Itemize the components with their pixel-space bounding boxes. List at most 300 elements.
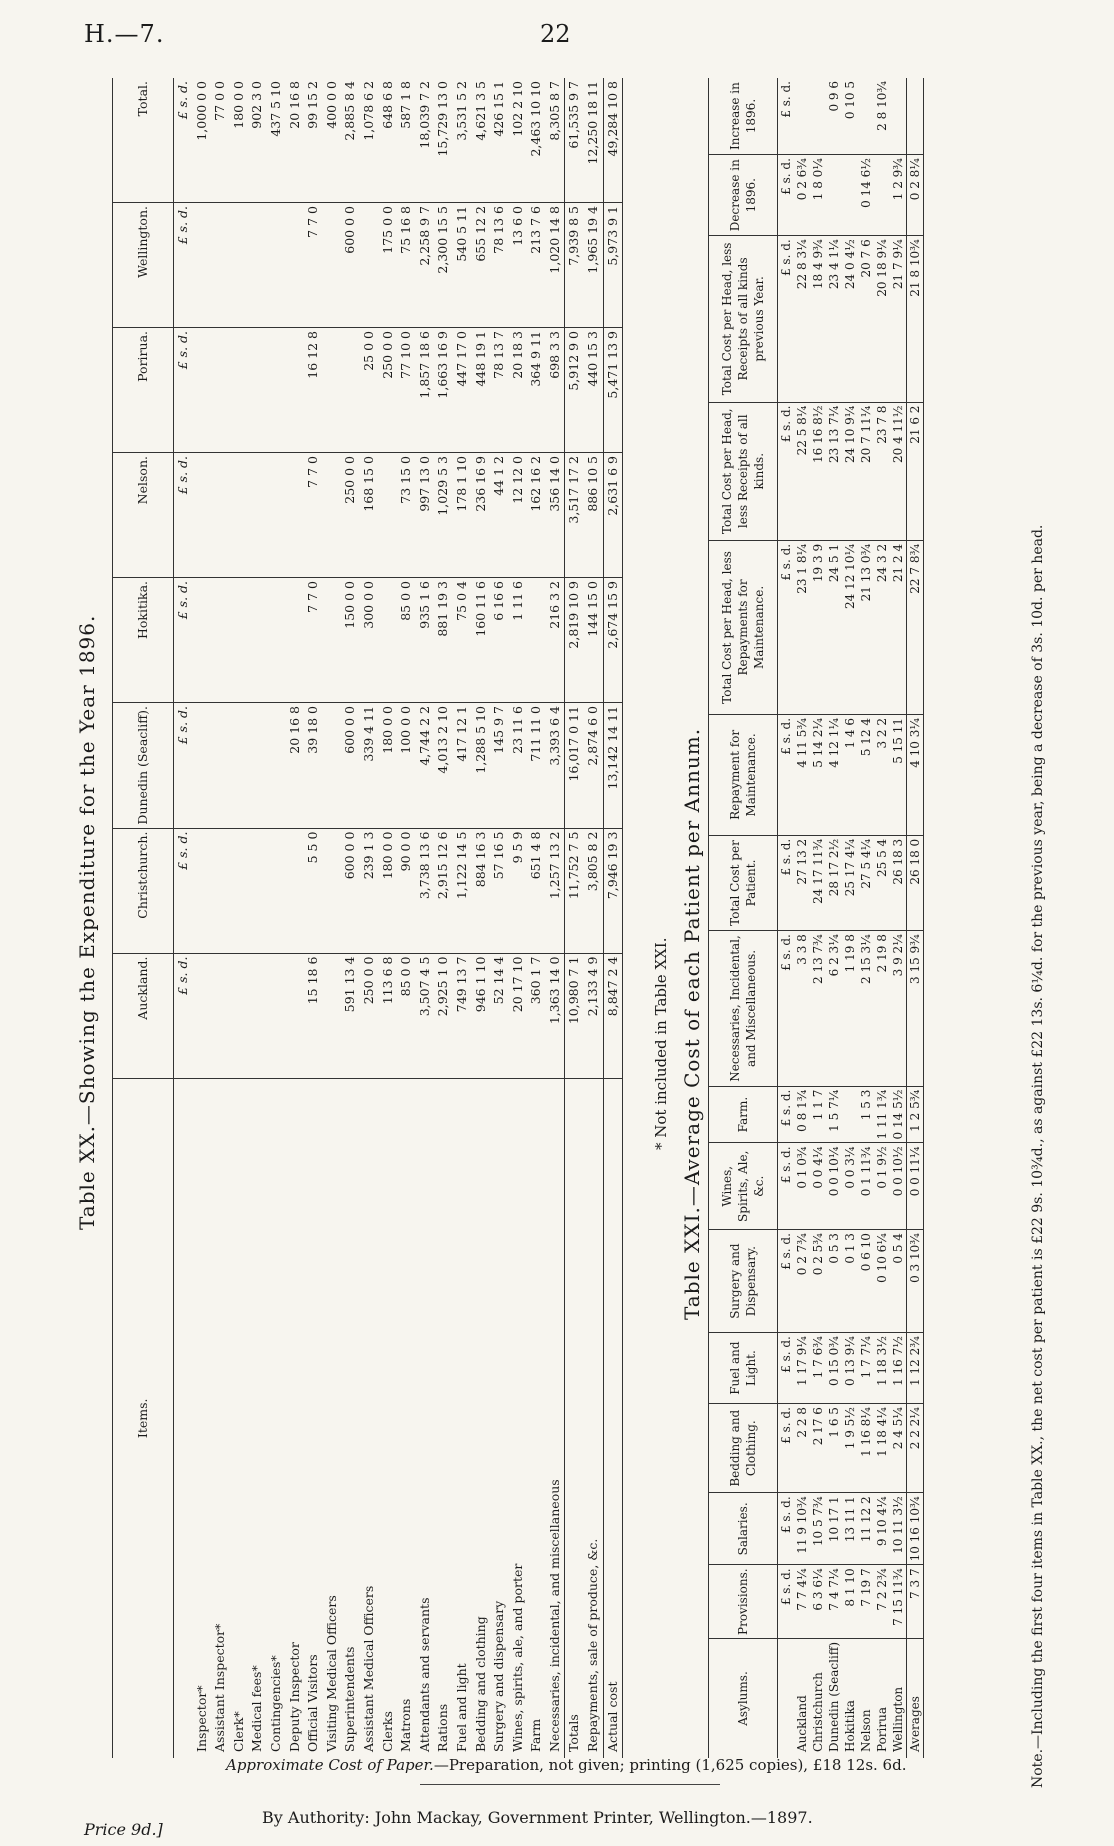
table-20-units-row xyxy=(174,78,193,1758)
row-value: 13 11 1 xyxy=(842,1493,858,1565)
row-value: 360 1 7 xyxy=(527,953,546,1078)
row-label: Clerk* xyxy=(230,1711,246,1752)
row-value: 25 0 0 xyxy=(360,328,379,453)
row-value: 0 9 6 xyxy=(826,78,842,155)
row-value xyxy=(267,953,286,1078)
table-row xyxy=(509,78,528,1758)
row-label: Hokitika xyxy=(843,1700,857,1752)
row-value: 600 0 0 xyxy=(341,203,360,328)
row-value: 0 0 11¼ xyxy=(907,1143,924,1230)
row-value xyxy=(230,453,249,578)
row-value: 3,393 6 4 xyxy=(546,703,565,829)
row-value: 1 18 4¼ xyxy=(874,1404,890,1493)
row-value: 20 17 10 xyxy=(509,953,528,1078)
row-value: 10 17 1 xyxy=(826,1493,842,1565)
column-header: Asylums. xyxy=(709,1638,778,1758)
table-row xyxy=(794,78,810,1758)
row-value: 175 0 0 xyxy=(379,203,398,328)
row-value: 0 0 3¼ xyxy=(842,1143,858,1230)
table-row xyxy=(434,78,453,1758)
row-value: 15,729 13 0 xyxy=(434,78,453,203)
row-value xyxy=(267,453,286,578)
table-row xyxy=(397,78,416,1758)
row-label: Actual cost xyxy=(603,1078,623,1758)
column-header: Total Cost per Patient. xyxy=(709,835,778,930)
table-row xyxy=(565,78,584,1758)
row-value xyxy=(286,953,305,1078)
units-label: £ s. d. xyxy=(174,203,193,328)
row-value: 24 5 1 xyxy=(826,540,842,714)
row-value: 0 2 7¾ xyxy=(794,1230,810,1333)
row-value: 0 2 8¼ xyxy=(907,155,924,236)
row-value: 75 0 4 xyxy=(453,578,472,703)
row-value: 8,305 8 7 xyxy=(546,78,565,203)
row-value: 77 0 0 xyxy=(211,78,230,203)
row-value xyxy=(858,78,874,155)
row-value xyxy=(211,703,230,829)
row-value: 102 2 10 xyxy=(509,78,528,203)
row-value: 0 5 4 xyxy=(890,1230,907,1333)
row-value xyxy=(323,953,342,1078)
row-value xyxy=(193,578,212,703)
table-20 xyxy=(112,78,627,1758)
row-value: 25 17 4¼ xyxy=(842,835,858,930)
row-value xyxy=(230,578,249,703)
row-value: 10 5 7¾ xyxy=(810,1493,826,1565)
row-value: 651 4 8 xyxy=(527,828,546,953)
row-value: 22 5 8¼ xyxy=(794,402,810,540)
row-value xyxy=(286,453,305,578)
row-value: 2,915 12 6 xyxy=(434,828,453,953)
row-value: 8 1 10 xyxy=(842,1565,858,1639)
row-value: 5 12 4 xyxy=(858,714,874,835)
row-value: 10 16 10¾ xyxy=(907,1493,924,1565)
row-value: 12 12 0 xyxy=(509,453,528,578)
row-value xyxy=(842,1086,858,1143)
column-header: Dunedin (Seacliff). xyxy=(113,703,174,829)
row-value: 1 6 5 xyxy=(826,1404,842,1493)
row-value: 5 15 11 xyxy=(890,714,907,835)
column-header: Christchurch. xyxy=(113,828,174,953)
row-value: 2 17 6 xyxy=(810,1404,826,1493)
row-value: 0 0 4¼ xyxy=(810,1143,826,1230)
column-header-items: Items. xyxy=(113,1078,174,1758)
row-value: 1,965 19 4 xyxy=(584,203,603,328)
row-value xyxy=(211,203,230,328)
row-value: 4 12 1¼ xyxy=(826,714,842,835)
row-label: Official Visitors xyxy=(305,1654,321,1752)
row-value: 1,288 5 10 xyxy=(472,703,491,829)
row-value xyxy=(286,578,305,703)
row-value: 24 0 4½ xyxy=(842,236,858,402)
row-value: 9 5 9 xyxy=(509,828,528,953)
row-value xyxy=(193,828,212,953)
row-value: 2 4 5¼ xyxy=(890,1404,907,1493)
row-value: 250 0 0 xyxy=(341,453,360,578)
column-header: Fuel and Light. xyxy=(709,1333,778,1404)
row-value: 23 1 8¼ xyxy=(794,540,810,714)
row-value: 3,738 13 6 xyxy=(416,828,435,953)
row-value: 0 14 6½ xyxy=(858,155,874,236)
row-value: 0 10 5 xyxy=(842,78,858,155)
column-header: Farm. xyxy=(709,1086,778,1143)
row-value: 8,847 2 4 xyxy=(603,953,623,1078)
row-value: 20 4 11½ xyxy=(890,402,907,540)
row-label: Wines, spirits, ale, and porter xyxy=(509,1563,525,1752)
column-header: Total Cost per Head, less Receipts of all kinds previous Year. xyxy=(709,236,778,402)
row-value: 1,029 5 3 xyxy=(434,453,453,578)
row-value: 540 5 11 xyxy=(453,203,472,328)
row-value xyxy=(267,203,286,328)
row-value: 1 8 0¼ xyxy=(810,155,826,236)
units-label: £ s. d. xyxy=(778,1404,795,1493)
row-value: 1,363 14 0 xyxy=(546,953,565,1078)
units-label: £ s. d. xyxy=(778,1333,795,1404)
row-value: 400 0 0 xyxy=(323,78,342,203)
table-21-caption: Table XXI.—Average Cost of each Patient per Annum. xyxy=(680,727,704,1320)
row-value: 7 15 11¾ xyxy=(890,1565,907,1639)
table-row xyxy=(907,78,924,1758)
row-value: 3,507 4 5 xyxy=(416,953,435,1078)
row-value xyxy=(230,703,249,829)
row-value: 18 4 9¾ xyxy=(810,236,826,402)
units-label: £ s. d. xyxy=(778,714,795,835)
row-value: 6 2 3¼ xyxy=(826,931,842,1086)
paper-cost-line xyxy=(226,1756,906,1774)
row-value: 1 12 2¾ xyxy=(907,1333,924,1404)
units-label: £ s. d. xyxy=(174,578,193,703)
row-value: 1,000 0 0 xyxy=(193,78,212,203)
row-label: Bedding and clothing xyxy=(472,1616,488,1752)
row-value: 160 11 6 xyxy=(472,578,491,703)
row-value: 180 0 0 xyxy=(379,703,398,829)
row-value: 16 16 8½ xyxy=(810,402,826,540)
row-value xyxy=(874,155,890,236)
row-value: 886 10 5 xyxy=(584,453,603,578)
row-value: 587 1 8 xyxy=(397,78,416,203)
units-label: £ s. d. xyxy=(174,953,193,1078)
row-label: Auckland xyxy=(795,1695,809,1752)
row-value xyxy=(248,453,267,578)
row-value: 1 18 3½ xyxy=(874,1333,890,1404)
row-value: 946 1 10 xyxy=(472,953,491,1078)
row-value: 23 7 8 xyxy=(874,402,890,540)
row-label: Inspector* xyxy=(193,1685,209,1752)
row-label: Assistant Inspector* xyxy=(212,1623,228,1752)
row-value: 73 15 0 xyxy=(397,453,416,578)
column-header: Total. xyxy=(113,78,174,203)
row-label: Medical fees* xyxy=(249,1665,265,1752)
table-20-footnote: * Not included in Table XXI. xyxy=(652,937,670,1150)
row-value: 1 17 9¼ xyxy=(794,1333,810,1404)
column-header: Increase in 1896. xyxy=(709,78,778,155)
paper-cost-text: —Preparation, not given; printing (1,625 copies), £18 12s. 6d. xyxy=(433,1756,907,1774)
row-value: 44 1 2 xyxy=(490,453,509,578)
row-value: 5 5 0 xyxy=(304,828,323,953)
row-value: 13,142 14 11 xyxy=(603,703,623,829)
row-label: Contingencies* xyxy=(267,1655,283,1752)
units-spacer xyxy=(174,1078,193,1758)
units-label: £ s. d. xyxy=(174,453,193,578)
row-value xyxy=(211,578,230,703)
row-value xyxy=(230,828,249,953)
footer-divider xyxy=(420,1784,720,1785)
row-value: 3 2 2 xyxy=(874,714,890,835)
row-value: 23 11 6 xyxy=(509,703,528,829)
row-value xyxy=(193,203,212,328)
row-value: 23 13 7¼ xyxy=(826,402,842,540)
row-label: Assistant Medical Officers xyxy=(360,1585,376,1752)
row-value: 0 14 5½ xyxy=(890,1086,907,1143)
row-value: 20 7 11¼ xyxy=(858,402,874,540)
row-value: 2 2 8 xyxy=(794,1404,810,1493)
table-21-units-row xyxy=(778,78,795,1758)
row-value: 3 3 8 xyxy=(794,931,810,1086)
table-row xyxy=(472,78,491,1758)
row-value: 711 11 0 xyxy=(527,703,546,829)
row-value xyxy=(267,703,286,829)
table-row xyxy=(842,78,858,1758)
table-20-body xyxy=(193,78,623,1758)
table-row xyxy=(603,78,623,1758)
page-reference: H.—7. xyxy=(84,20,165,48)
row-value: 10,980 7 1 xyxy=(565,953,584,1078)
row-value xyxy=(323,203,342,328)
row-value xyxy=(527,578,546,703)
table-row xyxy=(810,78,826,1758)
row-label: Clerks xyxy=(379,1711,395,1752)
row-value: 0 13 9¼ xyxy=(842,1333,858,1404)
row-value: 1,078 6 2 xyxy=(360,78,379,203)
table-row xyxy=(304,78,323,1758)
row-value xyxy=(193,953,212,1078)
table-row xyxy=(416,78,435,1758)
row-value: 935 1 6 xyxy=(416,578,435,703)
units-label: £ s. d. xyxy=(778,540,795,714)
row-value: 5,471 13 9 xyxy=(603,328,623,453)
row-value: 417 12 1 xyxy=(453,703,472,829)
row-value xyxy=(341,328,360,453)
row-value: 7,946 19 3 xyxy=(603,828,623,953)
column-header: Porirua. xyxy=(113,328,174,453)
row-value: 1 9 5½ xyxy=(842,1404,858,1493)
row-value: 21 13 0¾ xyxy=(858,540,874,714)
row-value: 213 7 6 xyxy=(527,203,546,328)
row-value: 339 4 11 xyxy=(360,703,379,829)
row-value: 9 10 4¼ xyxy=(874,1493,890,1565)
row-value: 902 3 0 xyxy=(248,78,267,203)
table-row xyxy=(584,78,603,1758)
row-value xyxy=(323,703,342,829)
row-value: 99 15 2 xyxy=(304,78,323,203)
row-value: 39 18 0 xyxy=(304,703,323,829)
row-label: Nelson xyxy=(859,1709,873,1752)
row-value: 13 6 0 xyxy=(509,203,528,328)
row-value xyxy=(230,328,249,453)
row-value: 144 15 0 xyxy=(584,578,603,703)
row-value: 27 5 4¼ xyxy=(858,835,874,930)
row-value: 2,300 15 5 xyxy=(434,203,453,328)
table-row xyxy=(890,78,907,1758)
row-label: Fuel and light xyxy=(453,1663,469,1752)
row-value: 7 4 7¼ xyxy=(826,1565,842,1639)
row-value: 0 10 6¼ xyxy=(874,1230,890,1333)
row-value xyxy=(907,78,924,155)
row-label: Farm xyxy=(528,1718,544,1752)
row-value: 1 19 8 xyxy=(842,931,858,1086)
row-value: 20 16 8 xyxy=(286,78,305,203)
row-value: 162 16 2 xyxy=(527,453,546,578)
row-value: 3,517 17 2 xyxy=(565,453,584,578)
row-value: 1,020 14 8 xyxy=(546,203,565,328)
row-value: 180 0 0 xyxy=(230,78,249,203)
row-value: 4 10 3¼ xyxy=(907,714,924,835)
table-row xyxy=(826,78,842,1758)
row-value xyxy=(248,578,267,703)
column-header: Bedding and Clothing. xyxy=(709,1404,778,1493)
row-value: 21 8 10¾ xyxy=(907,236,924,402)
row-value xyxy=(323,578,342,703)
row-value: 2,631 6 9 xyxy=(603,453,623,578)
row-value xyxy=(211,828,230,953)
row-value xyxy=(842,155,858,236)
row-value xyxy=(248,328,267,453)
row-value: 5 14 2¼ xyxy=(810,714,826,835)
table-row xyxy=(858,78,874,1758)
table-row xyxy=(211,78,230,1758)
row-value: 23 4 1¼ xyxy=(826,236,842,402)
row-value xyxy=(360,203,379,328)
row-value: 49,284 10 8 xyxy=(603,78,623,203)
row-value xyxy=(230,203,249,328)
row-value: 11,752 7 5 xyxy=(565,828,584,953)
row-value: 1 2 9¾ xyxy=(890,155,907,236)
table-20-header-row xyxy=(113,78,174,1758)
row-value: 2,925 1 0 xyxy=(434,953,453,1078)
row-value: 57 16 5 xyxy=(490,828,509,953)
row-value: 2 8 10¾ xyxy=(874,78,890,155)
column-header: Hokitika. xyxy=(113,578,174,703)
row-value: 2,463 10 10 xyxy=(527,78,546,203)
units-label: £ s. d. xyxy=(778,1230,795,1333)
row-value: 20 16 8 xyxy=(286,703,305,829)
units-label: £ s. d. xyxy=(778,155,795,236)
row-value: 11 12 2 xyxy=(858,1493,874,1565)
row-value: 1,663 16 9 xyxy=(434,328,453,453)
table-row xyxy=(360,78,379,1758)
units-label: £ s. d. xyxy=(174,328,193,453)
row-label: Rations xyxy=(435,1703,451,1752)
row-value: 85 0 0 xyxy=(397,578,416,703)
row-value: 0 15 0¾ xyxy=(826,1333,842,1404)
row-label: Surgery and dispensary xyxy=(491,1600,507,1752)
column-header: Wellington. xyxy=(113,203,174,328)
row-value xyxy=(286,828,305,953)
row-value: 16 12 8 xyxy=(304,328,323,453)
table-row xyxy=(453,78,472,1758)
row-value: 5,912 9 0 xyxy=(565,328,584,453)
row-value: 600 0 0 xyxy=(341,703,360,829)
row-value: 0 1 11¾ xyxy=(858,1143,874,1230)
row-value: 1,122 14 5 xyxy=(453,828,472,953)
units-label: £ s. d. xyxy=(778,931,795,1086)
row-value: 24 17 11¾ xyxy=(810,835,826,930)
row-value: 21 6 2 xyxy=(907,402,924,540)
row-value: 997 13 0 xyxy=(416,453,435,578)
row-value: 0 1 9½ xyxy=(874,1143,890,1230)
row-value: 447 17 0 xyxy=(453,328,472,453)
row-value: 2,674 15 9 xyxy=(603,578,623,703)
row-value: 250 0 0 xyxy=(360,953,379,1078)
row-value xyxy=(248,828,267,953)
price-label: Price 9d.] xyxy=(84,1820,163,1839)
units-label: £ s. d. xyxy=(778,835,795,930)
row-value: 178 1 10 xyxy=(453,453,472,578)
row-label: Averages xyxy=(907,1638,924,1758)
column-header: Wines, Spirits, Ale, &c. xyxy=(709,1143,778,1230)
printer-authority: By Authority: John Mackay, Government Printer, Wellington.—1897. xyxy=(262,1808,813,1827)
row-value: 7 2 2¾ xyxy=(874,1565,890,1639)
table-row xyxy=(527,78,546,1758)
row-value: 1 11 6 xyxy=(509,578,528,703)
column-header: Total Cost per Head, less Receipts of all kinds. xyxy=(709,402,778,540)
column-header: Necessaries, Incidental, and Miscellaneous. xyxy=(709,931,778,1086)
row-value xyxy=(379,453,398,578)
column-header: Auckland. xyxy=(113,953,174,1078)
row-value: 77 10 0 xyxy=(397,328,416,453)
row-value: 1,857 18 6 xyxy=(416,328,435,453)
paper-cost-label: Approximate Cost of Paper. xyxy=(226,1756,434,1774)
table-row xyxy=(267,78,286,1758)
row-value: 180 0 0 xyxy=(379,828,398,953)
row-value xyxy=(323,328,342,453)
row-value: 7 7 0 xyxy=(304,578,323,703)
row-value: 0 0 10½ xyxy=(890,1143,907,1230)
row-value: 236 16 9 xyxy=(472,453,491,578)
row-value: 75 16 8 xyxy=(397,203,416,328)
row-label: Wellington xyxy=(891,1686,905,1752)
row-value: 78 13 7 xyxy=(490,328,509,453)
row-value xyxy=(248,703,267,829)
row-value xyxy=(286,203,305,328)
row-value: 19 3 9 xyxy=(810,540,826,714)
row-value: 145 9 7 xyxy=(490,703,509,829)
row-value: 0 8 1¾ xyxy=(794,1086,810,1143)
row-value: 21 7 9¼ xyxy=(890,236,907,402)
table-20-caption: Table XX.—Showing the Expenditure for the Year 1896. xyxy=(75,614,99,1230)
row-value: 1 5 3 xyxy=(858,1086,874,1143)
row-value: 26 18 0 xyxy=(907,835,924,930)
row-value: 90 0 0 xyxy=(397,828,416,953)
row-value: 100 0 0 xyxy=(397,703,416,829)
row-value xyxy=(794,78,810,155)
row-value: 2,258 9 7 xyxy=(416,203,435,328)
row-value: 0 6 10 xyxy=(858,1230,874,1333)
row-value: 24 12 10¼ xyxy=(842,540,858,714)
row-value xyxy=(248,203,267,328)
row-value xyxy=(267,578,286,703)
row-value: 884 16 3 xyxy=(472,828,491,953)
row-value: 85 0 0 xyxy=(397,953,416,1078)
row-value: 1 5 7¼ xyxy=(826,1086,842,1143)
units-label: £ s. d. xyxy=(174,828,193,953)
row-value: 1 16 8¼ xyxy=(858,1404,874,1493)
row-value xyxy=(193,453,212,578)
row-value: 20 18 3 xyxy=(509,328,528,453)
row-value: 2,874 6 0 xyxy=(584,703,603,829)
row-value xyxy=(323,453,342,578)
row-value: 21 2 4 xyxy=(890,540,907,714)
